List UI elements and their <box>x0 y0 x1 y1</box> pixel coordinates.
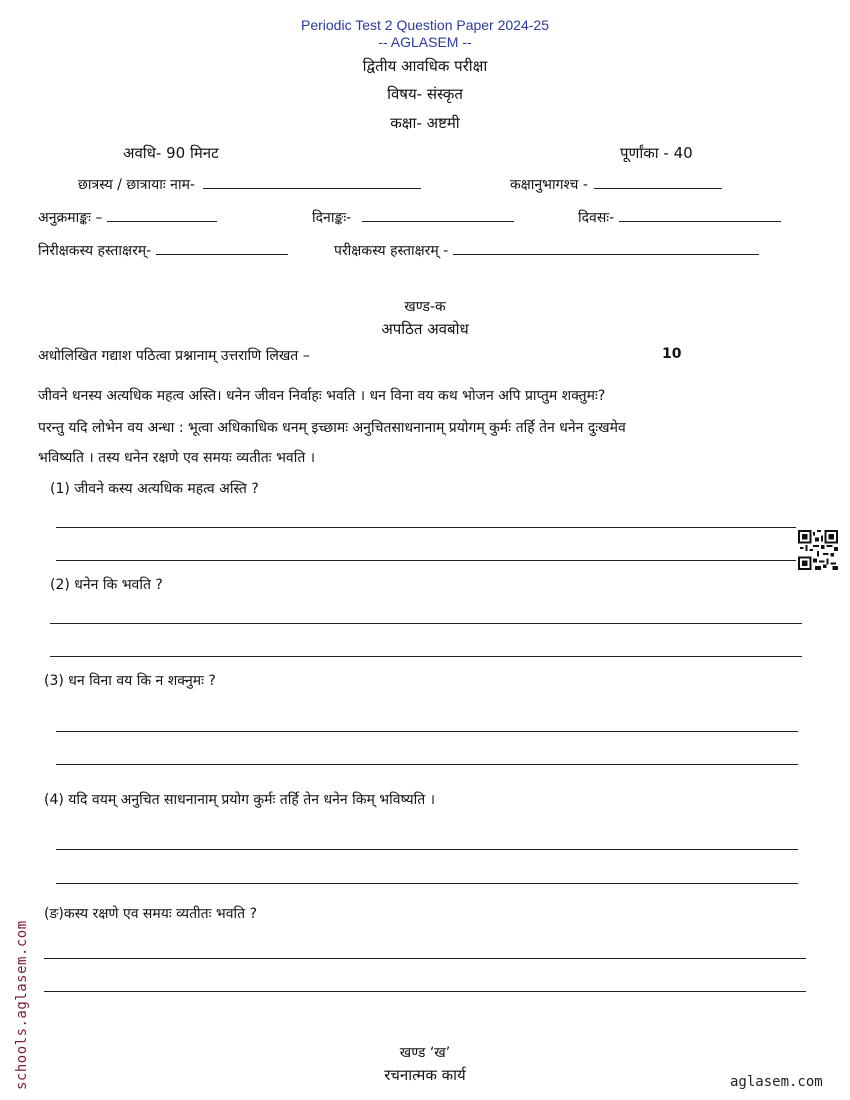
question-5: (ङ)कस्य रक्षणे एव समयः व्यतीतः भवति ? <box>44 906 258 922</box>
roll-label: अनुक्रमाङ्कः – <box>38 210 103 226</box>
side-watermark: schools.aglasem.com <box>14 920 30 1090</box>
invigilator-label: निरीक्षकस्य हस्ताक्षरम्- <box>38 243 152 259</box>
invigilator-blank[interactable] <box>156 240 288 255</box>
section-a-title: खण्ड-क <box>404 299 446 315</box>
answer-line[interactable] <box>56 764 798 765</box>
section-b-subtitle: रचनात्मक कार्य <box>384 1066 466 1084</box>
question-4: (4) यदि वयम् अनुचित साधनानाम् प्रयोग कुर्मः तर्हि तेन धनेन किम् भविष्यति । <box>44 792 436 808</box>
day-label: दिवसः- <box>578 210 615 226</box>
student-name-field <box>78 174 421 194</box>
source-title: Periodic Test 2 Question Paper 2024-25 <box>300 17 549 33</box>
section-field <box>510 174 722 194</box>
roll-field <box>38 207 217 227</box>
duration: अवधि- 90 मिनट <box>123 144 219 162</box>
invigilator-field <box>38 240 288 260</box>
question-2: (2) धनेन कि भवति ? <box>50 577 163 593</box>
passage-line: जीवने धनस्य अत्यधिक महत्व अस्ति। धनेन जीवन निर्वाहः भवति । धन विना वय कथ भोजन अपि प्राप्तुम शक्तुमः? <box>38 388 606 404</box>
day-field <box>578 207 781 227</box>
class-line: कक्षा- अष्टमी <box>390 114 460 132</box>
day-blank[interactable] <box>619 207 781 222</box>
section-a-marks: 10 <box>662 346 682 362</box>
answer-line[interactable] <box>50 656 802 657</box>
examiner-label: परीक्षकस्य हस्ताक्षरम् - <box>334 243 449 259</box>
answer-line[interactable] <box>56 883 798 884</box>
answer-line[interactable] <box>44 991 806 992</box>
answer-line[interactable] <box>56 731 798 732</box>
roll-blank[interactable] <box>107 207 217 222</box>
question-1: (1) जीवने कस्य अत्यधिक महत्व अस्ति ? <box>50 481 259 497</box>
exam-title: द्वितीय आवधिक परीक्षा <box>362 57 488 75</box>
section-a-instruction: अधोलिखित गद्याश पठित्वा प्रश्नानाम् उत्तराणि लिखत – <box>38 348 310 364</box>
passage-line: परन्तु यदि लोभेन वय अन्धा : भूत्वा अधिकाधिक धनम् इच्छामः अनुचितसाधनानाम् प्रयोगम् कुर्मः तर्हि तेन धनेन दुःखमेव <box>38 420 626 436</box>
examiner-field <box>334 240 759 260</box>
section-a-subtitle: अपठित अवबोध <box>381 320 469 338</box>
passage-line: भविष्यति । तस्य धनेन रक्षणे एव समयः व्यतीतः भवति । <box>38 450 316 466</box>
qr-code-icon <box>798 530 838 570</box>
answer-line[interactable] <box>50 623 802 624</box>
question-3: (3) धन विना वय कि न शक्नुमः ? <box>44 673 216 689</box>
answer-line[interactable] <box>56 849 798 850</box>
source-brand: -- AGLASEM -- <box>378 34 472 50</box>
footer-watermark: aglasem.com <box>730 1074 823 1090</box>
answer-line[interactable] <box>44 958 806 959</box>
student-name-label: छात्रस्य / छात्रायाः नाम- <box>78 177 195 193</box>
section-b-title: खण्ड ‘ख’ <box>399 1045 451 1061</box>
section-label: कक्षानुभागश्च - <box>510 177 588 193</box>
student-name-blank[interactable] <box>203 174 421 189</box>
examiner-blank[interactable] <box>453 240 759 255</box>
date-field <box>312 207 514 227</box>
max-marks: पूर्णांका - 40 <box>620 144 693 162</box>
date-blank[interactable] <box>362 207 514 222</box>
date-label: दिनाङ्कः- <box>312 210 352 226</box>
section-blank[interactable] <box>594 174 722 189</box>
subject-line: विषय- संस्कृत <box>387 85 463 103</box>
answer-line[interactable] <box>56 527 796 528</box>
answer-line[interactable] <box>56 560 796 561</box>
